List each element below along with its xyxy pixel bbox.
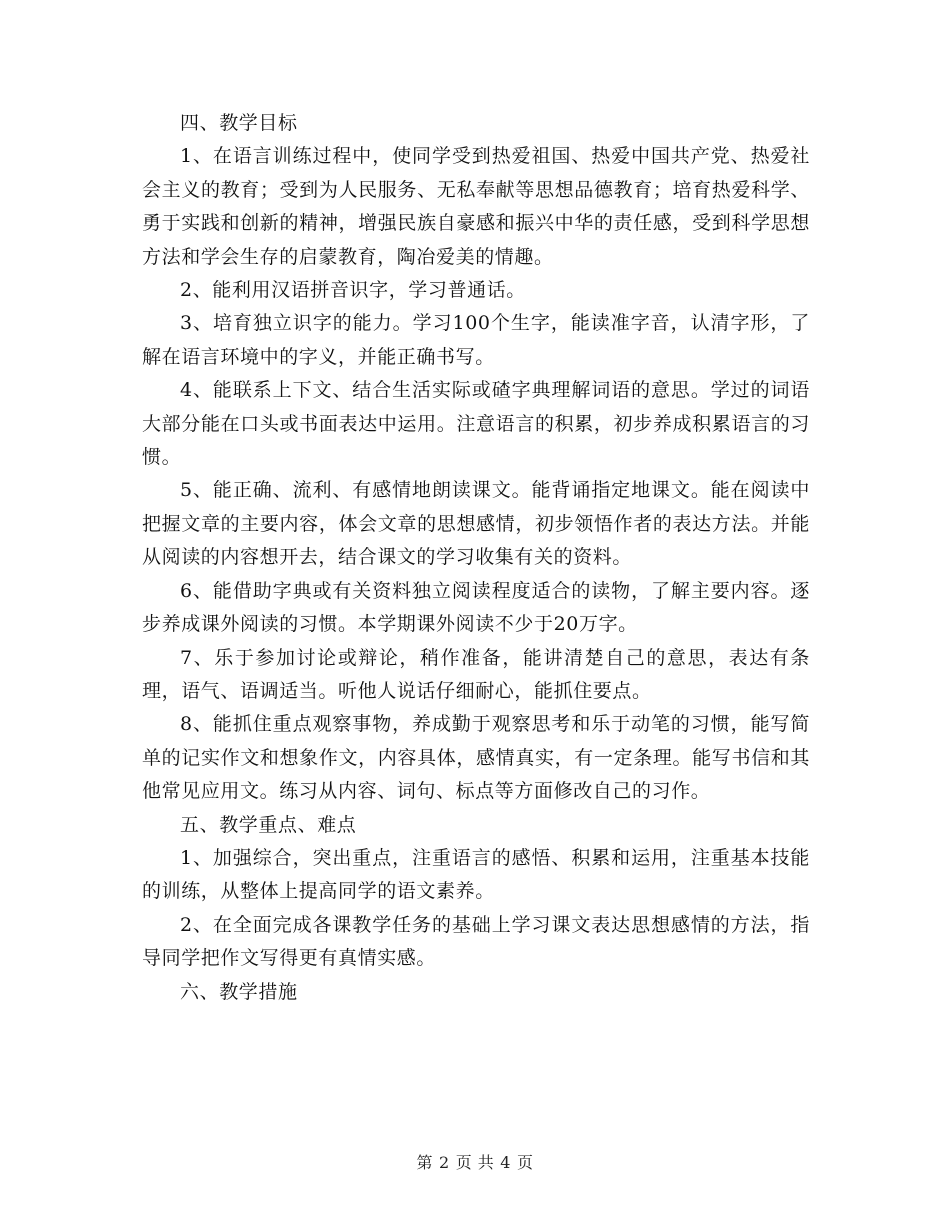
section-heading-key-points: 五、教学重点、难点 bbox=[180, 813, 357, 836]
footer-current-page: 2 bbox=[439, 1153, 450, 1172]
footer-prefix: 第 bbox=[416, 1153, 434, 1172]
objective-item-4: 4、能联系上下文、结合生活实际或碴字典理解词语的意思。学过的词语大部分能在口头或书面表达中运用。注意语言的积累，初步养成积累语言的习惯。 bbox=[142, 379, 810, 469]
key-point-item-2: 2、在全面完成各课教学任务的基础上学习课文表达思想感情的方法，指导同学把作文写得更有真情实感。 bbox=[142, 913, 810, 970]
section-heading-objectives: 四、教学目标 bbox=[180, 112, 298, 134]
objective-item-8: 8、能抓住重点观察事物，养成勤于观察思考和乐于动笔的习惯，能写简单的记实作文和想象作文，内容具体，感情真实，有一定条理。能写书信和其他常见应用文。练习从内容、词句、标点等方面修改自己的习作。 bbox=[142, 713, 810, 803]
section-heading-measures: 六、教学措施 bbox=[180, 980, 298, 1003]
footer-suffix: 页 bbox=[516, 1153, 534, 1172]
page-footer bbox=[0, 1150, 950, 1173]
objective-item-7: 7、乐于参加讨论或辩论，稍作准备，能讲清楚自己的意思，表达有条理，语气、语调适当。听他人说话仔细耐心，能抓住要点。 bbox=[142, 646, 810, 702]
document-body bbox=[142, 107, 810, 1009]
objective-item-3: 3、培育独立识字的能力。学习100个生字，能读准字音，认清字形，了解在语言环境中的字义，并能正确书写。 bbox=[142, 312, 810, 368]
objective-item-1: 1、在语言训练过程中，使同学受到热爱祖国、热爱中国共产党、热爱社会主义的教育；受到为人民服务、无私奉献等思想品德教育；培育热爱科学、勇于实践和创新的精神，增强民族自豪感和振兴中华的责任感，受到科学思想方法和学会生存的启蒙教育，陶冶爱美的情趣。 bbox=[142, 145, 810, 268]
objective-item-6: 6、能借助字典或有关资料独立阅读程度适合的读物，了解主要内容。逐步养成课外阅读的习惯。本学期课外阅读不少于20万字。 bbox=[142, 579, 810, 636]
objective-item-5: 5、能正确、流利、有感情地朗读课文。能背诵指定地课文。能在阅读中把握文章的主要内容，体会文章的思想感情，初步领悟作者的表达方法。并能从阅读的内容想开去，结合课文的学习收集有关的资料。 bbox=[142, 479, 810, 569]
footer-middle: 页 共 bbox=[455, 1153, 495, 1172]
footer-total-pages: 4 bbox=[500, 1153, 511, 1172]
key-point-item-1: 1、加强综合，突出重点，注重语言的感悟、积累和运用，注重基本技能的训练，从整体上提高同学的语文素养。 bbox=[142, 846, 810, 903]
objective-item-2: 2、能利用汉语拼音识字，学习普通话。 bbox=[180, 279, 526, 302]
